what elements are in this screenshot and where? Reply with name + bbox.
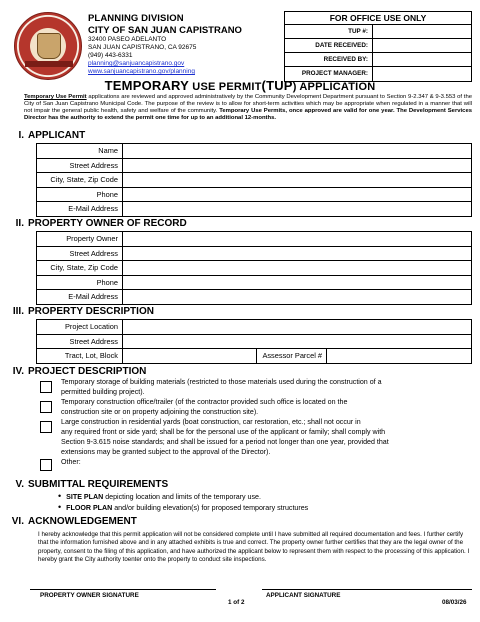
- owner-table: [36, 231, 472, 305]
- owner-city-input[interactable]: [123, 261, 472, 276]
- tract-lot-block-input[interactable]: [123, 349, 257, 364]
- email-link[interactable]: planning@sanjuancapistrano.gov: [88, 60, 185, 67]
- option-other-checkbox[interactable]: [40, 459, 52, 471]
- date-received-field[interactable]: [373, 39, 471, 52]
- property-table: [36, 319, 472, 364]
- field-label: Assessor Parcel #: [257, 349, 327, 364]
- field-label: City, State, Zip Code: [37, 173, 123, 188]
- submittal-list: [58, 491, 308, 513]
- office-use-title: FOR OFFICE USE ONLY: [285, 12, 471, 25]
- page-title: TEMPORARY USE PERMIT(TUP) APPLICATION: [104, 78, 376, 93]
- tup-number-field[interactable]: [373, 25, 471, 38]
- field-label: E-Mail Address: [37, 290, 123, 305]
- office-field-label: PROJECT MANAGER:: [285, 67, 373, 81]
- list-item: • SITE PLAN depicting location and limits of the temporary use.: [58, 491, 308, 502]
- section-submittal-heading: V. SUBMITTAL REQUIREMENTS: [15, 479, 169, 490]
- section-project-heading: IV. PROJECT DESCRIPTION: [12, 366, 147, 377]
- intro-paragraph: Temporary Use Permit applications are reviewed and approved administratively by the Community Development Department pursuant to Section 9-2.347 & 9-3.553 of the City of San Juan Capistrano Municipal Code. The purpose of the review is to allow for short-term activities which may be appropriate when regulated in a manner that will not impair the general public health, safety and welfare of the community. Temporary Use Permits, once approved are valid for one year. The Development Services Director has the authority to extend the permit one time for up to an additional 12-months.: [24, 94, 472, 122]
- list-item: • FLOOR PLAN and/or building elevation(s) for proposed temporary structures: [58, 502, 308, 513]
- owner-signature-label: PROPERTY OWNER SIGNATURE: [40, 592, 139, 599]
- owner-phone-input[interactable]: [123, 275, 472, 290]
- field-label: Street Address: [37, 246, 123, 261]
- property-street-input[interactable]: [123, 334, 472, 349]
- field-label: E-Mail Address: [37, 202, 123, 217]
- option-office-trailer-text: Temporary construction office/trailer (of the contractor provided such office is located on the construction site or on property adjoining the construction site).: [61, 398, 348, 416]
- option-storage-text: Temporary storage of building materials (restricted to those materials used during the construction of a permitted building project).: [61, 378, 382, 396]
- option-residential-construction-text: Large construction in residential yards (boat construction, car restoration, etc.; shall not occur in any required front or side yard; shall be for the personal use of the applicant or family; shall comply with Section 9-3.615 noise standards; and shall be issued for a period not longer than one year, provided that extensions may be granted subject to the approval of the Director).: [61, 418, 389, 456]
- acknowledgement-text: I hereby acknowledge that this permit application will not be considered complete until I have submitted all required documentation and fees. I further certify that the information furnished above and in any attached exhibits is true and correct. The property owner further certifies that they are the legal owner of the property, consent to the filing of this application, and have authorized the applicant below to represent them with respect to the processing of this application. I hereby grant the City authority toenter onto the property to conduct site inspections.: [38, 531, 470, 563]
- owner-signature-line[interactable]: [30, 589, 216, 590]
- header-block: [88, 13, 288, 76]
- office-field-label: DATE RECEIVED:: [285, 39, 373, 52]
- org-city: CITY OF SAN JUAN CAPISTRANO: [88, 25, 242, 36]
- owner-name-input[interactable]: [123, 232, 472, 247]
- section-acknowledgement-heading: VI. ACKNOWLEDGEMENT: [11, 516, 137, 527]
- section-property-heading: III. PROPERTY DESCRIPTION: [12, 306, 154, 317]
- office-use-box: [284, 11, 472, 82]
- phone-number: (949) 443-6331: [88, 52, 133, 59]
- applicant-phone-input[interactable]: [123, 187, 472, 202]
- applicant-signature-label: APPLICANT SIGNATURE: [266, 592, 341, 599]
- option-office-trailer-checkbox[interactable]: [40, 401, 52, 413]
- applicant-street-input[interactable]: [123, 158, 472, 173]
- project-location-input[interactable]: [123, 320, 472, 335]
- applicant-table: [36, 143, 472, 217]
- applicant-name-input[interactable]: [123, 144, 472, 159]
- document-date: 08/03/26: [442, 599, 467, 606]
- option-storage-checkbox[interactable]: [40, 381, 52, 393]
- field-label: Street Address: [37, 334, 123, 349]
- field-label: City, State, Zip Code: [37, 261, 123, 276]
- org-division: PLANNING DIVISION: [88, 13, 184, 24]
- city-seal-logo: [14, 12, 82, 80]
- option-residential-construction-checkbox[interactable]: [40, 421, 52, 433]
- field-label: Phone: [37, 275, 123, 290]
- field-label: Name: [37, 144, 123, 159]
- applicant-signature-line[interactable]: [262, 589, 472, 590]
- owner-email-input[interactable]: [123, 290, 472, 305]
- applicant-city-input[interactable]: [123, 173, 472, 188]
- address-line2: SAN JUAN CAPISTRANO, CA 92675: [88, 44, 197, 51]
- office-field-label: TUP #:: [285, 25, 373, 38]
- assessor-parcel-input[interactable]: [327, 349, 472, 364]
- field-label: Phone: [37, 187, 123, 202]
- page-number: 1 of 2: [228, 599, 245, 606]
- option-other-text: Other:: [61, 458, 81, 466]
- address-line1: 32400 PASEO ADELANTO: [88, 36, 167, 43]
- field-label: Street Address: [37, 158, 123, 173]
- website-link[interactable]: www.sanjuancapistrano.gov/planning: [88, 68, 195, 75]
- applicant-email-input[interactable]: [123, 202, 472, 217]
- received-by-field[interactable]: [373, 53, 471, 66]
- office-field-label: RECEIVED BY:: [285, 53, 373, 66]
- field-label: Property Owner: [37, 232, 123, 247]
- section-applicant-heading: I. APPLICANT: [18, 130, 86, 141]
- field-label: Project Location: [37, 320, 123, 335]
- section-owner-heading: II. PROPERTY OWNER OF RECORD: [15, 218, 187, 229]
- owner-street-input[interactable]: [123, 246, 472, 261]
- field-label: Tract, Lot, Block: [37, 349, 123, 364]
